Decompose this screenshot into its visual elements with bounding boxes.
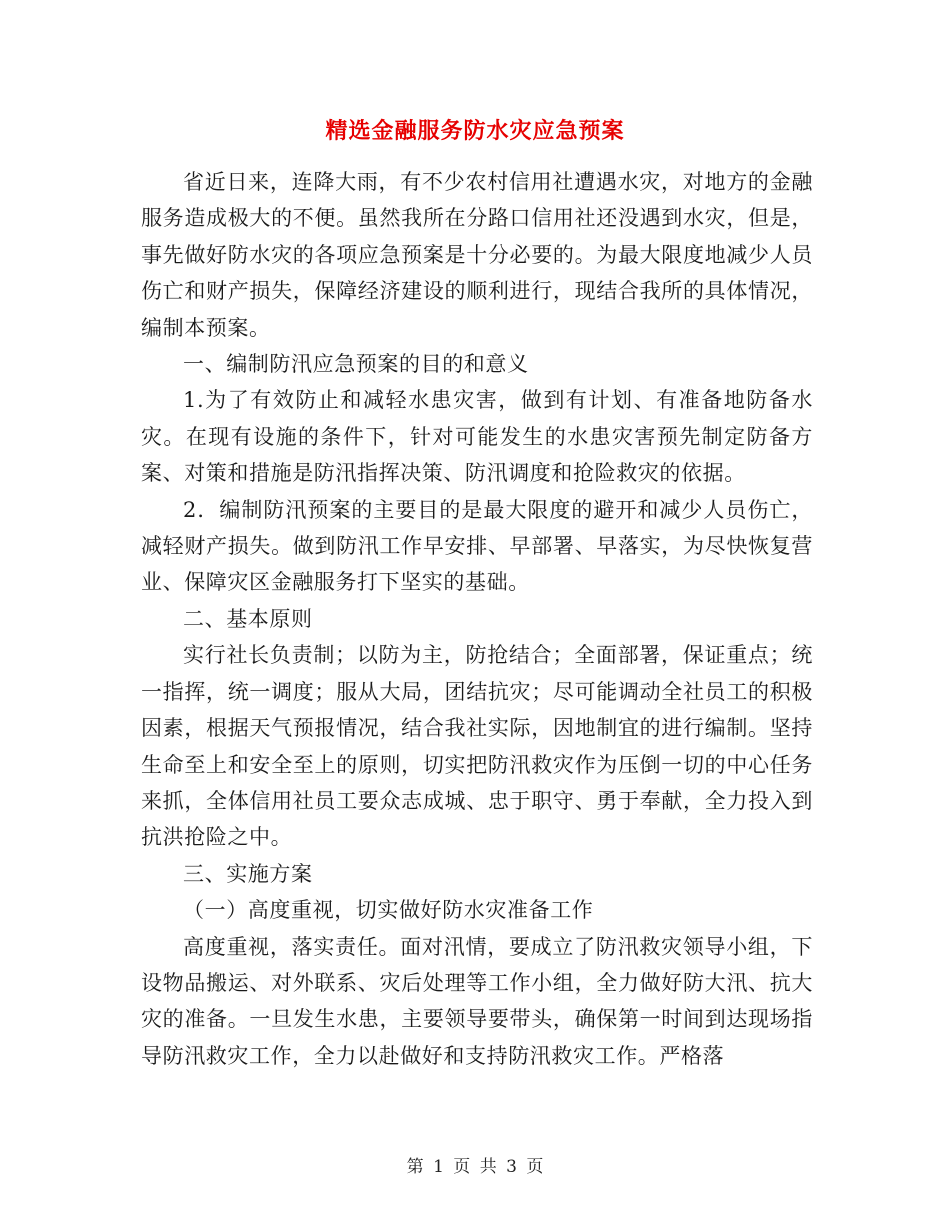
- section-heading-2: 二、基本原则: [183, 606, 313, 631]
- paragraph-item-1: 1.为了有效防止和减轻水患灾害，做到有计划、有准备地防备水灾。在现有设施的条件下，针对可能发生的水患灾害预先制定防备方案、对策和措施是防汛指挥决策、防汛调度和抢险救灾的依据。: [141, 388, 813, 486]
- paragraph-item-2: 2．编制防汛预案的主要目的是最大限度的避开和减少人员伤亡，减轻财产损失。做到防汛工作早安排、早部署、早落实，为尽快恢复营业、保障灾区金融服务打下坚实的基础。: [141, 497, 813, 595]
- principles-paragraph: 实行社长负责制；以防为主，防抢结合；全面部署，保证重点；统一指挥，统一调度；服从大局，团结抗灾；尽可能调动全社员工的积极因素，根据天气预报情况，结合我社实际，因地制宜的进行编制。坚持生命至上和安全至上的原则，切实把防汛救灾作为压倒一切的中心任务来抓，全体信用社员工要众志成城、忠于职守、勇于奉献，全力投入到抗洪抢险之中。: [141, 643, 813, 850]
- document-title: 精选金融服务防水灾应急预案: [325, 118, 625, 144]
- intro-paragraph: 省近日来，连降大雨，有不少农村信用社遭遇水灾，对地方的金融服务造成极大的不便。虽然我所在分路口信用社还没遇到水灾，但是，事先做好防水灾的各项应急预案是十分必要的。为最大限度地减少人员伤亡和财产损失，保障经济建设的顺利进行，现结合我所的具体情况，编制本预案。: [141, 170, 813, 340]
- section-heading-3: 三、实施方案: [183, 861, 313, 886]
- subsection-heading-1: （一）高度重视，切实做好防水灾准备工作: [183, 898, 594, 923]
- document-body: [141, 164, 813, 1074]
- page-number-footer: 第 1 页 共 3 页: [406, 1157, 544, 1177]
- section-heading-1: 一、编制防汛应急预案的目的和意义: [183, 352, 529, 377]
- implementation-paragraph: 高度重视，落实责任。面对汛情，要成立了防汛救灾领导小组，下设物品搬运、对外联系、灾后处理等工作小组，全力做好防大汛、抗大灾的准备。一旦发生水患，主要领导要带头，确保第一时间到达现场指导防汛救灾工作，全力以赴做好和支持防汛救灾工作。严格落: [141, 934, 813, 1068]
